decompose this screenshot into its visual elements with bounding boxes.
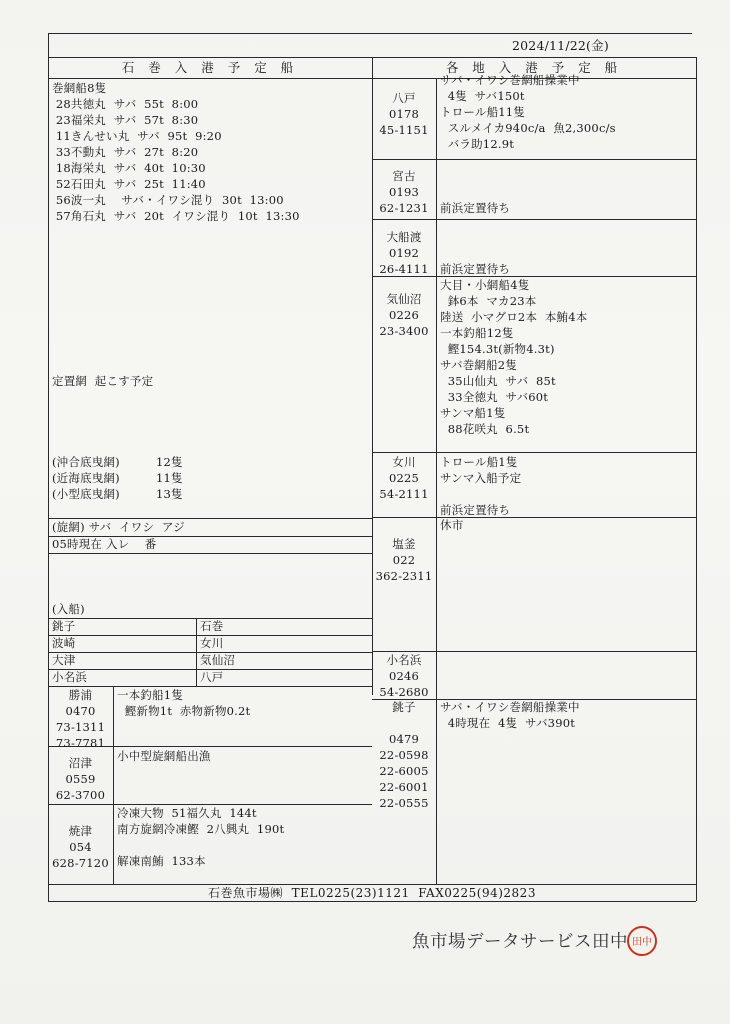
report-date: 2024/11/22(金) <box>512 38 609 53</box>
teichi-note: 定置網 起こす予定 <box>52 374 154 388</box>
port-phone: 628-7120 <box>52 856 109 870</box>
port-detail: トロール船11隻 <box>440 105 526 119</box>
trawl-label: (小型底曳網) <box>52 487 120 501</box>
port-detail: サバ・イワシ巻網船操業中 <box>440 73 580 87</box>
nyusen-cell: 八戸 <box>200 670 224 684</box>
port-detail: スルメイカ940c/a 魚2,300c/s <box>440 121 616 135</box>
port-name: 銚子 <box>392 700 416 714</box>
port-detail: サンマ入船予定 <box>440 471 522 485</box>
ishinomaki-line: 33不動丸 サバ 27t 8:20 <box>52 145 199 159</box>
nyusen-cell: 気仙沼 <box>200 653 236 667</box>
port-phone: 23-3400 <box>379 324 429 338</box>
port-code: 0470 <box>65 704 96 718</box>
port-code: 0479 <box>388 732 420 746</box>
port-name: 小名浜 <box>386 653 422 667</box>
right-title: 各 地 入 港 予 定 船 <box>445 60 623 75</box>
port-detail: 鉢6本 マカ23本 <box>440 294 537 308</box>
port-detail: 33全徳丸 サバ60t <box>440 390 549 404</box>
port-code: 0225 <box>388 471 420 485</box>
rule-r5 <box>372 517 696 518</box>
rule-r6 <box>372 651 696 652</box>
left-title: 石 巻 入 港 予 定 船 <box>121 60 299 75</box>
port-detail: 88花咲丸 6.5t <box>440 422 530 436</box>
port-detail: 前浜定置待ち <box>440 201 511 215</box>
rule-footer-top <box>48 884 696 885</box>
senmou-status: 05時現在 入レ 番 <box>52 537 157 551</box>
port-phone: 62-1231 <box>379 201 429 215</box>
port-name: 沼津 <box>68 756 93 770</box>
rule-numazu <box>48 804 372 805</box>
port-phone: 73-7781 <box>55 736 106 750</box>
nyusen-cell: 銚子 <box>52 619 76 633</box>
port-detail: 鰹154.3t(新物4.3t) <box>440 342 555 356</box>
port-detail: バラ助12.9t <box>440 137 515 151</box>
port-name: 気仙沼 <box>386 292 422 306</box>
port-code: 0559 <box>65 772 96 786</box>
port-phone: 62-3700 <box>55 788 106 802</box>
rule-right-port-col <box>436 78 437 884</box>
trawl-count: 12隻 <box>156 455 183 469</box>
red-seal-icon: 田中 <box>627 926 657 956</box>
port-phone: 54-2111 <box>379 487 429 501</box>
port-detail: 35山仙丸 サバ 85t <box>440 374 556 388</box>
senmou-line: (旋網) サバ イワシ アジ <box>52 520 185 534</box>
port-detail: トロール船1隻 <box>440 455 518 469</box>
port-detail: 前浜定置待ち <box>440 503 511 517</box>
port-detail: サンマ船1隻 <box>440 406 506 420</box>
port-code: 022 <box>392 553 416 567</box>
port-name: 宮古 <box>392 169 416 183</box>
rule-r4 <box>372 452 696 453</box>
rule-left-senmou <box>48 518 372 519</box>
port-phone: 22-0598 <box>379 748 429 762</box>
port-detail: 南方旋網冷凍鰹 2八興丸 190t <box>117 822 285 836</box>
port-detail: サバ巻網船2隻 <box>440 358 518 372</box>
nyusen-cell: 女川 <box>200 636 224 650</box>
port-detail: 4時現在 4隻 サバ390t <box>440 716 576 730</box>
port-name: 八戸 <box>392 91 416 105</box>
port-name: 大船渡 <box>386 230 422 244</box>
port-detail: 小中型旋網船出漁 <box>117 749 211 763</box>
port-detail: 前浜定置待ち <box>440 262 511 276</box>
port-code: 0246 <box>388 669 420 683</box>
ishinomaki-line: 57角石丸 サバ 20t イワシ混り 10t 13:30 <box>52 209 300 223</box>
port-name: 女川 <box>392 455 416 469</box>
port-phone: 22-6005 <box>379 764 429 778</box>
sender-stamp: 魚市場データサービス田中 <box>412 932 628 952</box>
ishinomaki-line: 52石田丸 サバ 25t 11:40 <box>52 177 206 191</box>
port-detail: 一本釣船12隻 <box>440 326 514 340</box>
port-phone: 22-6001 <box>379 780 429 794</box>
ishinomaki-line: 巻網船8隻 <box>52 81 107 95</box>
nyusen-cell: 大津 <box>52 653 76 667</box>
port-phone: 73-1311 <box>55 720 106 734</box>
trawl-count: 11隻 <box>156 471 183 485</box>
port-detail: 鰹新物1t 赤物新物0.2t <box>117 704 251 718</box>
ishinomaki-line: 28共徳丸 サバ 55t 8:00 <box>52 97 199 111</box>
port-detail: 4隻 サバ150t <box>440 89 525 103</box>
port-name: 焼津 <box>68 824 93 838</box>
port-phone: 22-0555 <box>379 796 429 810</box>
ishinomaki-line: 56波一丸 サバ・イワシ混り 30t 13:00 <box>52 193 284 207</box>
rule-r1 <box>372 159 696 160</box>
rule-right <box>696 57 697 901</box>
trawl-label: (沖合底曳網) <box>52 455 120 469</box>
port-phone: 362-2311 <box>375 569 433 583</box>
rule-left-port-col <box>113 686 114 884</box>
nyusen-label: (入船) <box>52 602 85 616</box>
port-detail: 一本釣船1隻 <box>117 688 184 702</box>
port-detail: 大目・小網船4隻 <box>440 278 530 292</box>
trawl-count: 13隻 <box>156 487 183 501</box>
ishinomaki-line: 23福栄丸 サバ 57t 8:30 <box>52 113 199 127</box>
ishinomaki-line: 11きんせい丸 サバ 95t 9:20 <box>52 129 222 143</box>
rule-left-status2 <box>48 553 372 554</box>
ishinomaki-line: 18海栄丸 サバ 40t 10:30 <box>52 161 206 175</box>
port-code: 0226 <box>388 308 420 322</box>
port-detail: 解凍南鮪 133本 <box>117 854 206 868</box>
footer-contact: 石巻魚市場㈱ TEL0225(23)1121 FAX0225(94)2823 <box>208 886 536 900</box>
port-phone: 26-4111 <box>379 262 429 276</box>
nyusen-cell: 小名浜 <box>52 670 88 684</box>
port-detail: サバ・イワシ巻網船操業中 <box>440 700 580 714</box>
nyusen-cell: 波崎 <box>52 636 76 650</box>
rule-nyusen-mid <box>196 618 197 686</box>
trawl-label: (近海底曳網) <box>52 471 120 485</box>
rule-top <box>48 33 692 34</box>
rule-nyusen-5 <box>48 686 372 687</box>
port-code: 054 <box>69 840 92 854</box>
port-detail: 冷凍大物 51福久丸 144t <box>117 806 257 820</box>
port-detail: 陸送 小マグロ2本 本鮪4本 <box>440 310 588 324</box>
port-code: 0178 <box>388 107 420 121</box>
nyusen-cell: 石巻 <box>200 619 224 633</box>
port-detail: 休市 <box>440 518 464 532</box>
rule-r2 <box>372 219 696 220</box>
port-code: 0193 <box>388 185 420 199</box>
port-code: 0192 <box>388 246 420 260</box>
port-name: 勝浦 <box>68 688 93 702</box>
port-phone: 54-2680 <box>379 685 429 699</box>
rule-center <box>372 57 373 695</box>
port-phone: 45-1151 <box>379 123 429 137</box>
port-name: 塩釜 <box>392 537 416 551</box>
